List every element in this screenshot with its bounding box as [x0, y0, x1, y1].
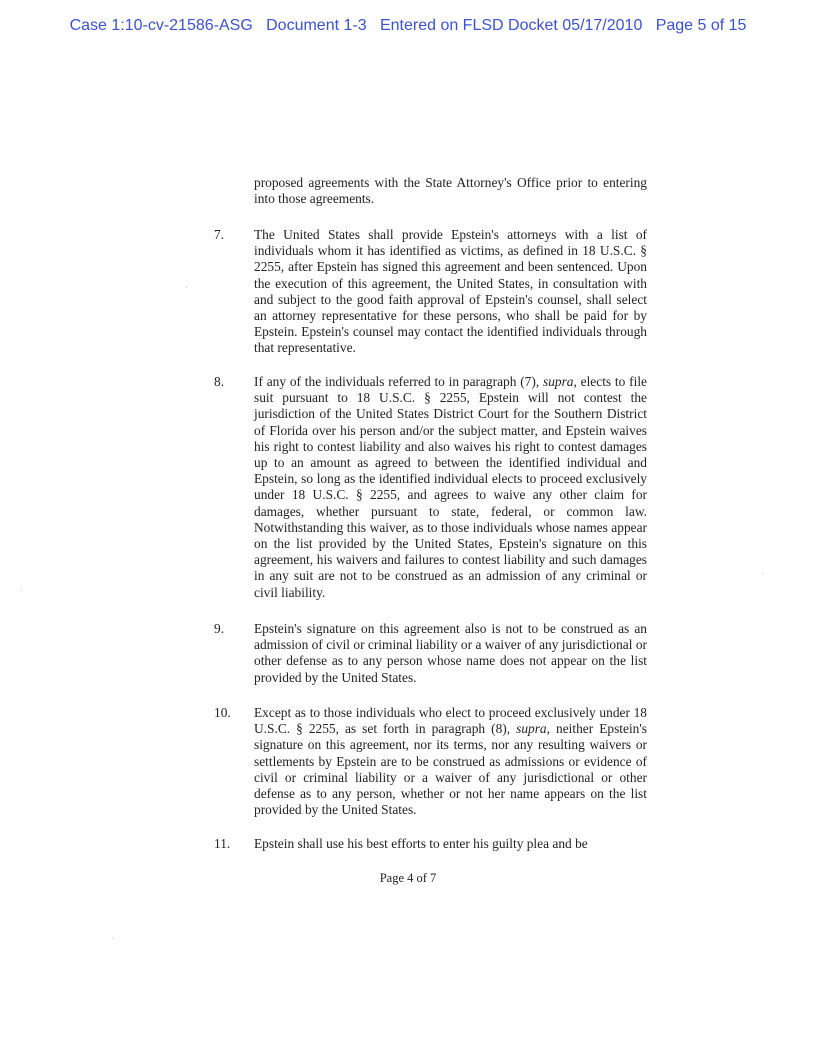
paragraph-number: 8. [214, 374, 225, 389]
paragraph-number: 7. [214, 227, 225, 242]
docket-header [0, 17, 816, 35]
italic-supra: supra [542, 374, 574, 389]
paragraph-text: If any of the individuals referred to in paragraph (7), supra, elects to file suit pursuant to 18 U.S.C. § 2255, Epstein will not contest the jurisdiction of the United States District Court for the Southern District of Florida over his person and/or the subject matter, and Epstein waives his right to contest liability and also waives his right to contest damages up to an amount as agreed to between the identified individual and Epstein, so long as the identified individual elects to proceed exclusively under 18 U.S.C. § 2255, and agrees to waive any other claim for damages, whether pursuant to state, federal, or common law. Notwithstanding this waiver, as to those individuals whose names appear on the list provided by the United States, Epstein's signature on this agreement, his waivers and failures to contest liability and such damages in any suit are not to be construed as an admission of any criminal or civil liability. [254, 374, 647, 600]
scan-speck [112, 938, 113, 939]
page-footer: Page 4 of 7 [379, 871, 437, 885]
paragraph-number: 11. [214, 836, 231, 851]
paragraph-number: 10. [214, 705, 231, 720]
continuation-paragraph: proposed agreements with the State Attorney's Office prior to entering into those agreements. [254, 175, 647, 207]
italic-supra: supra [516, 721, 547, 737]
scan-speck [186, 287, 187, 288]
paragraph-text: Except as to those individuals who elect to proceed exclusively under 18 U.S.C. § 2255, as set forth in paragraph (8), supra, neither Epstein's signature on this agreement, nor its terms, nor any resulting waivers or settlements by Epstein are to be construed as admissions or evidence of civil or criminal liability or a waiver of any jurisdictional or other defense as to any person, whether or not her name appears on the list provided by the United States. [254, 705, 647, 818]
case-number: Case 1:10-cv-21586-ASG [69, 17, 253, 34]
paragraph-text: The United States shall provide Epstein's attorneys with a list of individuals whom it has identified as victims, as defined in 18 U.S.C. § 2255, after Epstein has signed this agreement and been sentenced. Upon the execution of this agreement, the United States, in consultation with and subject to the good faith approval of Epstein's counsel, shall select an attorney representative for these persons, who shall be paid for by Epstein. Epstein's counsel may contact the identified individuals through that representative. [254, 227, 647, 356]
scan-speck [762, 573, 763, 574]
entered-date: Entered on FLSD Docket 05/17/2010 [379, 17, 643, 34]
paragraph-number: 9. [214, 621, 225, 636]
paragraph-text: Epstein's signature on this agreement also is not to be construed as an admission of civil or criminal liability or a waiver of any jurisdictional or other defense as to any person whose name does not appear on the list provided by the United States. [254, 621, 647, 685]
docket-page-number: Page 5 of 15 [655, 17, 747, 34]
document-number: Document 1-3 [266, 17, 367, 34]
scan-speck [21, 590, 22, 591]
paragraph-text: Epstein shall use his best efforts to enter his guilty plea and be [254, 836, 588, 851]
